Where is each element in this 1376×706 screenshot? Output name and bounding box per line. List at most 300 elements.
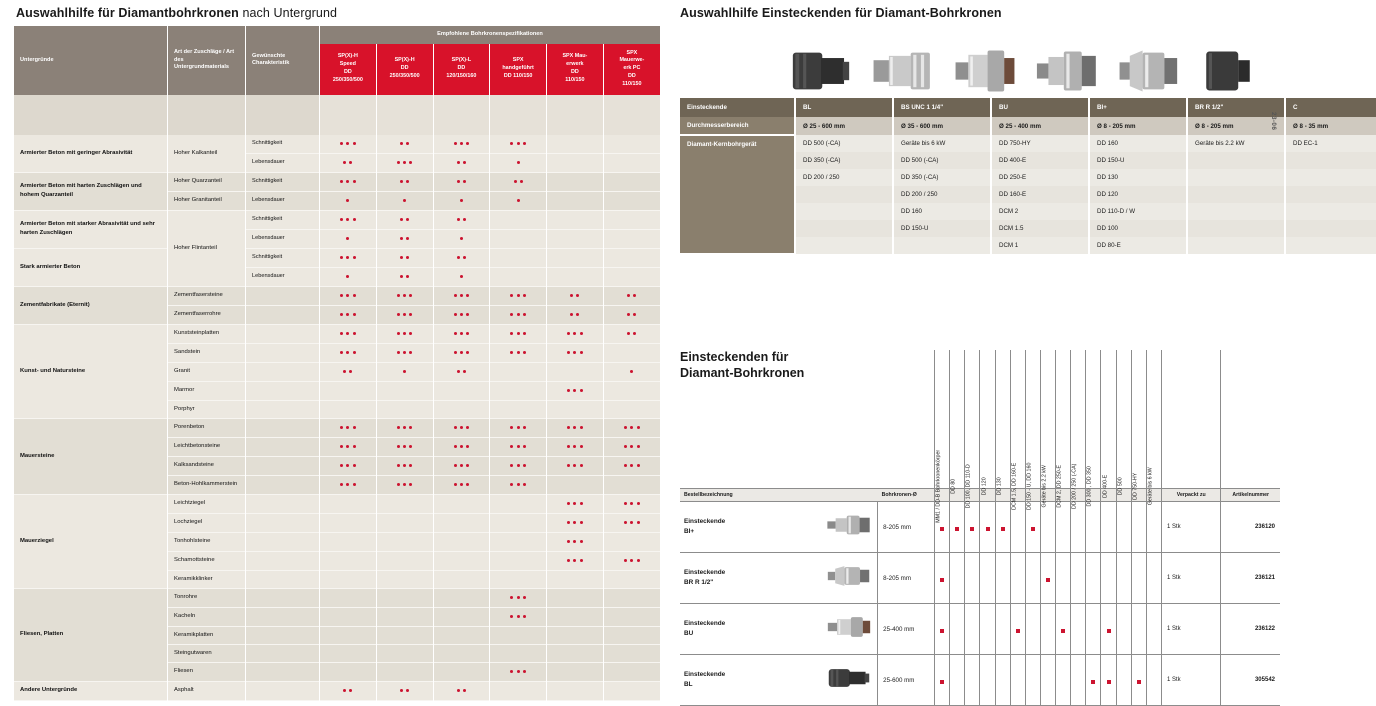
rating-dot — [466, 445, 469, 448]
rating-cell — [547, 135, 604, 154]
rating-cell — [376, 153, 433, 172]
rating-dot — [510, 445, 513, 448]
rating-cell — [433, 456, 490, 475]
rating-dot — [409, 332, 412, 335]
compatibility-cell — [950, 553, 965, 604]
rating-cell — [547, 248, 604, 267]
device-cell — [1187, 237, 1285, 254]
packed-quantity: 1 Stk — [1161, 553, 1220, 604]
rating-cell — [320, 570, 377, 588]
device-cell — [1187, 186, 1285, 203]
rating-dot — [457, 689, 460, 692]
rating-dot — [403, 351, 406, 354]
order-designation: Einsteckende BL — [680, 655, 821, 706]
characteristic-label — [246, 475, 320, 494]
rating-cell — [603, 229, 660, 248]
rating-cell — [547, 551, 604, 570]
rating-cell — [376, 588, 433, 607]
rating-cell — [433, 532, 490, 551]
connector-image-strip — [680, 24, 1266, 98]
rating-cell — [320, 210, 377, 229]
rotated-header-row — [680, 350, 1280, 489]
rating-dot — [624, 464, 627, 467]
rating-cell — [320, 681, 377, 700]
rating-cell — [490, 551, 547, 570]
rating-cell — [490, 286, 547, 305]
page-number-marker: 23-06 — [1270, 112, 1277, 131]
rating-dot — [466, 294, 469, 297]
compatibility-cell — [965, 553, 980, 604]
bit-diameter: 25-600 mm — [878, 655, 935, 706]
row-label-connector: Einsteckende — [680, 98, 795, 117]
compatibility-cell — [995, 655, 1010, 706]
rating-dot — [353, 294, 356, 297]
rating-cell — [320, 456, 377, 475]
diameter-range-4: Ø 8 - 205 mm — [1187, 117, 1285, 135]
machine-column-header: DD 100, DD 110-D — [965, 350, 980, 489]
rating-dot — [463, 180, 466, 183]
rating-cell — [490, 248, 547, 267]
material-label: Fliesen — [168, 662, 246, 681]
compatibility-cell — [950, 502, 965, 553]
rating-cell — [376, 513, 433, 532]
rating-dot — [454, 294, 457, 297]
rating-dot — [637, 464, 640, 467]
rating-dot — [517, 142, 520, 145]
compatibility-cell — [935, 553, 950, 604]
rating-cell — [320, 381, 377, 400]
compatibility-cell — [1025, 604, 1040, 655]
rating-cell — [490, 513, 547, 532]
characteristic-label — [246, 532, 320, 551]
rating-dot — [406, 180, 409, 183]
rating-cell — [490, 475, 547, 494]
rating-dot — [346, 142, 349, 145]
compatibility-cell — [1040, 553, 1055, 604]
bit-diameter: 8-205 mm — [878, 553, 935, 604]
rating-dot — [346, 275, 349, 278]
rating-dot — [400, 237, 403, 240]
compatibility-marker — [1001, 527, 1005, 531]
header-substrates: Untergründe — [14, 26, 168, 95]
rating-dot — [463, 370, 466, 373]
rating-dot — [397, 445, 400, 448]
rating-cell — [376, 267, 433, 286]
material-label: Steingutwaren — [168, 644, 246, 662]
rating-dot — [567, 332, 570, 335]
rating-dot — [523, 445, 526, 448]
rating-dot — [457, 218, 460, 221]
characteristic-label — [246, 588, 320, 607]
rating-cell — [320, 644, 377, 662]
rating-cell — [376, 191, 433, 210]
rating-dot — [403, 464, 406, 467]
device-cell: Geräte bis 6 kW — [893, 135, 991, 152]
connector-bl-icon — [789, 44, 853, 98]
material-label: Granit — [168, 362, 246, 381]
rating-dot — [353, 180, 356, 183]
rating-dot — [457, 180, 460, 183]
rating-cell — [490, 437, 547, 456]
rating-dot — [406, 237, 409, 240]
rating-cell — [320, 588, 377, 607]
rating-dot — [624, 521, 627, 524]
compatibility-cell — [1116, 553, 1131, 604]
rating-cell — [320, 662, 377, 681]
compatibility-cell — [1040, 655, 1055, 706]
substrate-group-label: Kunst- und Natursteine — [14, 324, 168, 418]
rating-cell — [433, 191, 490, 210]
rating-dot — [510, 142, 513, 145]
rating-dot — [409, 483, 412, 486]
rating-cell — [376, 343, 433, 362]
rating-dot — [403, 370, 406, 373]
rating-dot — [633, 332, 636, 335]
rating-cell — [547, 456, 604, 475]
rating-cell — [547, 662, 604, 681]
spec-column-header-0: SP(X)-H Speed DD 250/350/500 — [320, 44, 377, 95]
connector-bi-icon — [1035, 44, 1099, 98]
rating-dot — [570, 313, 573, 316]
rating-dot — [510, 313, 513, 316]
rating-cell — [603, 267, 660, 286]
rating-dot — [510, 426, 513, 429]
rating-cell — [320, 494, 377, 513]
rating-dot — [580, 559, 583, 562]
rating-cell — [490, 210, 547, 229]
rating-dot — [573, 445, 576, 448]
rating-cell — [320, 343, 377, 362]
rating-cell — [490, 172, 547, 191]
rating-cell — [603, 343, 660, 362]
rating-dot — [637, 559, 640, 562]
compatibility-cell — [1025, 655, 1040, 706]
machine-column-header: DD 750-HY — [1131, 350, 1146, 489]
rating-dot — [400, 256, 403, 259]
compatibility-cell — [1056, 604, 1071, 655]
device-cell — [795, 237, 893, 254]
rating-dot — [517, 426, 520, 429]
rating-dot — [403, 313, 406, 316]
rating-dot — [460, 464, 463, 467]
compatibility-marker — [1091, 680, 1095, 684]
rating-cell — [490, 267, 547, 286]
rating-dot — [517, 199, 520, 202]
compatibility-marker — [1107, 629, 1111, 633]
row-label-diameter: Durchmesserbereich — [680, 117, 795, 135]
rating-cell — [376, 494, 433, 513]
compatibility-cell — [950, 604, 965, 655]
compatibility-cell — [1101, 655, 1116, 706]
substrate-recommendation-table — [14, 26, 660, 701]
material-label: Lochziegel — [168, 513, 246, 532]
rating-cell — [376, 400, 433, 418]
characteristic-label — [246, 513, 320, 532]
rating-dot — [409, 161, 412, 164]
rating-dot — [460, 332, 463, 335]
rating-dot — [510, 332, 513, 335]
rating-dot — [353, 218, 356, 221]
order-row — [680, 604, 1280, 655]
rating-cell — [320, 551, 377, 570]
rating-dot — [403, 294, 406, 297]
compatibility-marker — [1137, 680, 1141, 684]
rating-dot — [409, 464, 412, 467]
rating-dot — [573, 389, 576, 392]
rating-cell — [547, 437, 604, 456]
rating-cell — [603, 381, 660, 400]
rating-dot — [454, 483, 457, 486]
header-bit-diameter: Bohrkronen-Ø — [878, 489, 935, 502]
connector-order-table — [680, 350, 1280, 706]
compatibility-cell — [995, 553, 1010, 604]
rating-dot — [340, 445, 343, 448]
order-row — [680, 655, 1280, 706]
rating-dot — [510, 596, 513, 599]
rating-dot — [406, 256, 409, 259]
rating-dot — [463, 218, 466, 221]
rating-cell — [547, 210, 604, 229]
compatibility-cell — [1071, 553, 1086, 604]
rating-cell — [433, 286, 490, 305]
rating-dot — [517, 351, 520, 354]
compatibility-cell — [1086, 553, 1101, 604]
rating-cell — [433, 494, 490, 513]
rating-dot — [576, 294, 579, 297]
characteristic-label — [246, 662, 320, 681]
rating-dot — [409, 294, 412, 297]
characteristic-label — [246, 381, 320, 400]
device-cell: DD 150-U — [893, 220, 991, 237]
rating-cell — [603, 400, 660, 418]
machine-column-header: DD 150 - U, DD 160 — [1025, 350, 1040, 489]
rating-cell — [433, 229, 490, 248]
characteristic-label — [246, 456, 320, 475]
characteristic-label — [246, 607, 320, 626]
characteristic-label — [246, 324, 320, 343]
compatibility-cell — [1146, 502, 1161, 553]
rating-dot — [523, 426, 526, 429]
rating-cell — [433, 475, 490, 494]
device-cell: DD 160 — [893, 203, 991, 220]
row-label-device: Diamant-Kernbohrgerät — [680, 135, 795, 254]
compatibility-cell — [1131, 655, 1146, 706]
rating-dot — [466, 464, 469, 467]
device-cell: DD 80-E — [1089, 237, 1187, 254]
machine-column-header: DD 300 , DD 350 — [1086, 350, 1101, 489]
rating-cell — [433, 437, 490, 456]
device-cell — [795, 203, 893, 220]
rating-cell — [603, 570, 660, 588]
rating-dot — [567, 389, 570, 392]
compatibility-cell — [1146, 553, 1161, 604]
order-designation: Einsteckende BU — [680, 604, 821, 655]
spacer-row — [14, 95, 660, 135]
compatibility-cell — [1025, 553, 1040, 604]
rating-cell — [490, 381, 547, 400]
rating-dot — [340, 332, 343, 335]
rating-dot — [409, 445, 412, 448]
rating-dot — [353, 313, 356, 316]
rating-cell — [603, 644, 660, 662]
rating-cell — [320, 362, 377, 381]
rating-dot — [523, 596, 526, 599]
rating-dot — [346, 483, 349, 486]
compatibility-cell — [1131, 604, 1146, 655]
rating-dot — [460, 313, 463, 316]
device-cell: DD 120 — [1089, 186, 1187, 203]
device-cell: DD 500 (-CA) — [893, 152, 991, 169]
compatibility-cell — [1056, 553, 1071, 604]
left-selection-table-panel — [14, 6, 660, 701]
right-top-title: Auswahlhilfe Einsteckenden für Diamant-Bohrkronen — [680, 6, 1002, 20]
rating-dot — [627, 294, 630, 297]
spec-column-header-1: SP(X)-H DD 250/350/500 — [376, 44, 433, 95]
connector-name-2: BU — [991, 98, 1089, 117]
compatibility-cell — [1010, 655, 1025, 706]
rating-cell — [433, 324, 490, 343]
device-cell — [893, 237, 991, 254]
compatibility-cell — [1056, 502, 1071, 553]
connector-br-icon — [821, 553, 877, 604]
material-label: Keramikplatten — [168, 626, 246, 644]
rating-dot — [637, 445, 640, 448]
rating-cell — [603, 362, 660, 381]
rating-dot — [353, 142, 356, 145]
rating-dot — [340, 483, 343, 486]
table-row — [14, 418, 660, 437]
connector-bs-icon — [871, 44, 935, 98]
device-cell: DD 500 (-CA) — [795, 135, 893, 152]
rating-cell — [547, 607, 604, 626]
rating-dot — [397, 294, 400, 297]
compatibility-cell — [1086, 655, 1101, 706]
rating-dot — [349, 689, 352, 692]
rating-cell — [547, 381, 604, 400]
rating-cell — [376, 418, 433, 437]
diameter-range-5: Ø 8 - 35 mm — [1285, 117, 1376, 135]
rating-dot — [346, 426, 349, 429]
table-header-row — [14, 26, 660, 44]
spec-column-header-2: SP(X)-L DD 120/150/160 — [433, 44, 490, 95]
rating-dot — [567, 502, 570, 505]
rating-dot — [523, 670, 526, 673]
rating-cell — [433, 153, 490, 172]
rating-dot — [514, 180, 517, 183]
compatibility-marker — [986, 527, 990, 531]
rating-dot — [523, 464, 526, 467]
rating-dot — [523, 351, 526, 354]
diameter-range-2: Ø 25 - 400 mm — [991, 117, 1089, 135]
device-cell — [1187, 220, 1285, 237]
material-label: Zementfaserrohre — [168, 305, 246, 324]
rating-cell — [433, 588, 490, 607]
rating-dot — [340, 180, 343, 183]
machine-column-header: DCM 1.5, DD 160-E — [1010, 350, 1025, 489]
rating-dot — [580, 502, 583, 505]
machine-column-header: DD 80 — [950, 350, 965, 489]
rating-dot — [517, 483, 520, 486]
compatibility-cell — [1010, 553, 1025, 604]
rating-dot — [570, 294, 573, 297]
rating-cell — [547, 343, 604, 362]
rating-dot — [573, 559, 576, 562]
rating-dot — [573, 540, 576, 543]
rating-dot — [400, 218, 403, 221]
rating-cell — [433, 267, 490, 286]
rating-dot — [340, 142, 343, 145]
rating-dot — [353, 445, 356, 448]
machine-column-header: DD 400-E — [1101, 350, 1116, 489]
column-label-row — [680, 489, 1280, 502]
right-bottom-title-line1: Einsteckenden für — [680, 350, 789, 364]
order-row — [680, 553, 1280, 604]
spec-column-header-3: SPX handgeführt DD 110/150 — [490, 44, 547, 95]
rating-dot — [400, 142, 403, 145]
article-number: 236122 — [1221, 604, 1280, 655]
connector-name-0: BL — [795, 98, 893, 117]
rating-cell — [547, 532, 604, 551]
rating-cell — [490, 588, 547, 607]
rating-cell — [547, 644, 604, 662]
rating-cell — [603, 418, 660, 437]
compatibility-cell — [965, 655, 980, 706]
characteristic-label — [246, 551, 320, 570]
compatibility-cell — [980, 655, 995, 706]
rating-cell — [320, 626, 377, 644]
rating-dot — [397, 351, 400, 354]
rating-dot — [624, 426, 627, 429]
rating-cell — [603, 494, 660, 513]
material-label: Hoher Quarzanteil — [168, 172, 246, 191]
rating-dot — [346, 313, 349, 316]
material-label: Kunststeinplatten — [168, 324, 246, 343]
characteristic-label — [246, 286, 320, 305]
connector-bl-icon — [821, 655, 877, 706]
rating-cell — [547, 324, 604, 343]
compatibility-cell — [980, 502, 995, 553]
rating-dot — [624, 445, 627, 448]
characteristic-label — [246, 305, 320, 324]
rating-dot — [627, 332, 630, 335]
characteristic-label — [246, 362, 320, 381]
rating-cell — [433, 551, 490, 570]
rating-cell — [433, 570, 490, 588]
compatibility-marker — [1061, 629, 1065, 633]
rating-dot — [630, 445, 633, 448]
device-cell — [1187, 169, 1285, 186]
characteristic-label — [246, 437, 320, 456]
device-cell — [795, 186, 893, 203]
substrate-group-label: Andere Untergründe — [14, 681, 168, 700]
connector-bi-icon — [821, 502, 877, 553]
rating-dot — [580, 540, 583, 543]
compatibility-marker — [970, 527, 974, 531]
rating-dot — [633, 294, 636, 297]
rating-dot — [630, 370, 633, 373]
rating-cell — [433, 172, 490, 191]
rating-dot — [409, 313, 412, 316]
rating-cell — [433, 418, 490, 437]
characteristic-label: Lebensdauer — [246, 267, 320, 286]
left-table-title — [16, 6, 660, 20]
rating-dot — [460, 275, 463, 278]
rating-cell — [433, 248, 490, 267]
rating-cell — [547, 286, 604, 305]
order-designation: Einsteckende BI+ — [680, 502, 821, 553]
compatibility-marker — [1046, 578, 1050, 582]
compatibility-cell — [965, 604, 980, 655]
